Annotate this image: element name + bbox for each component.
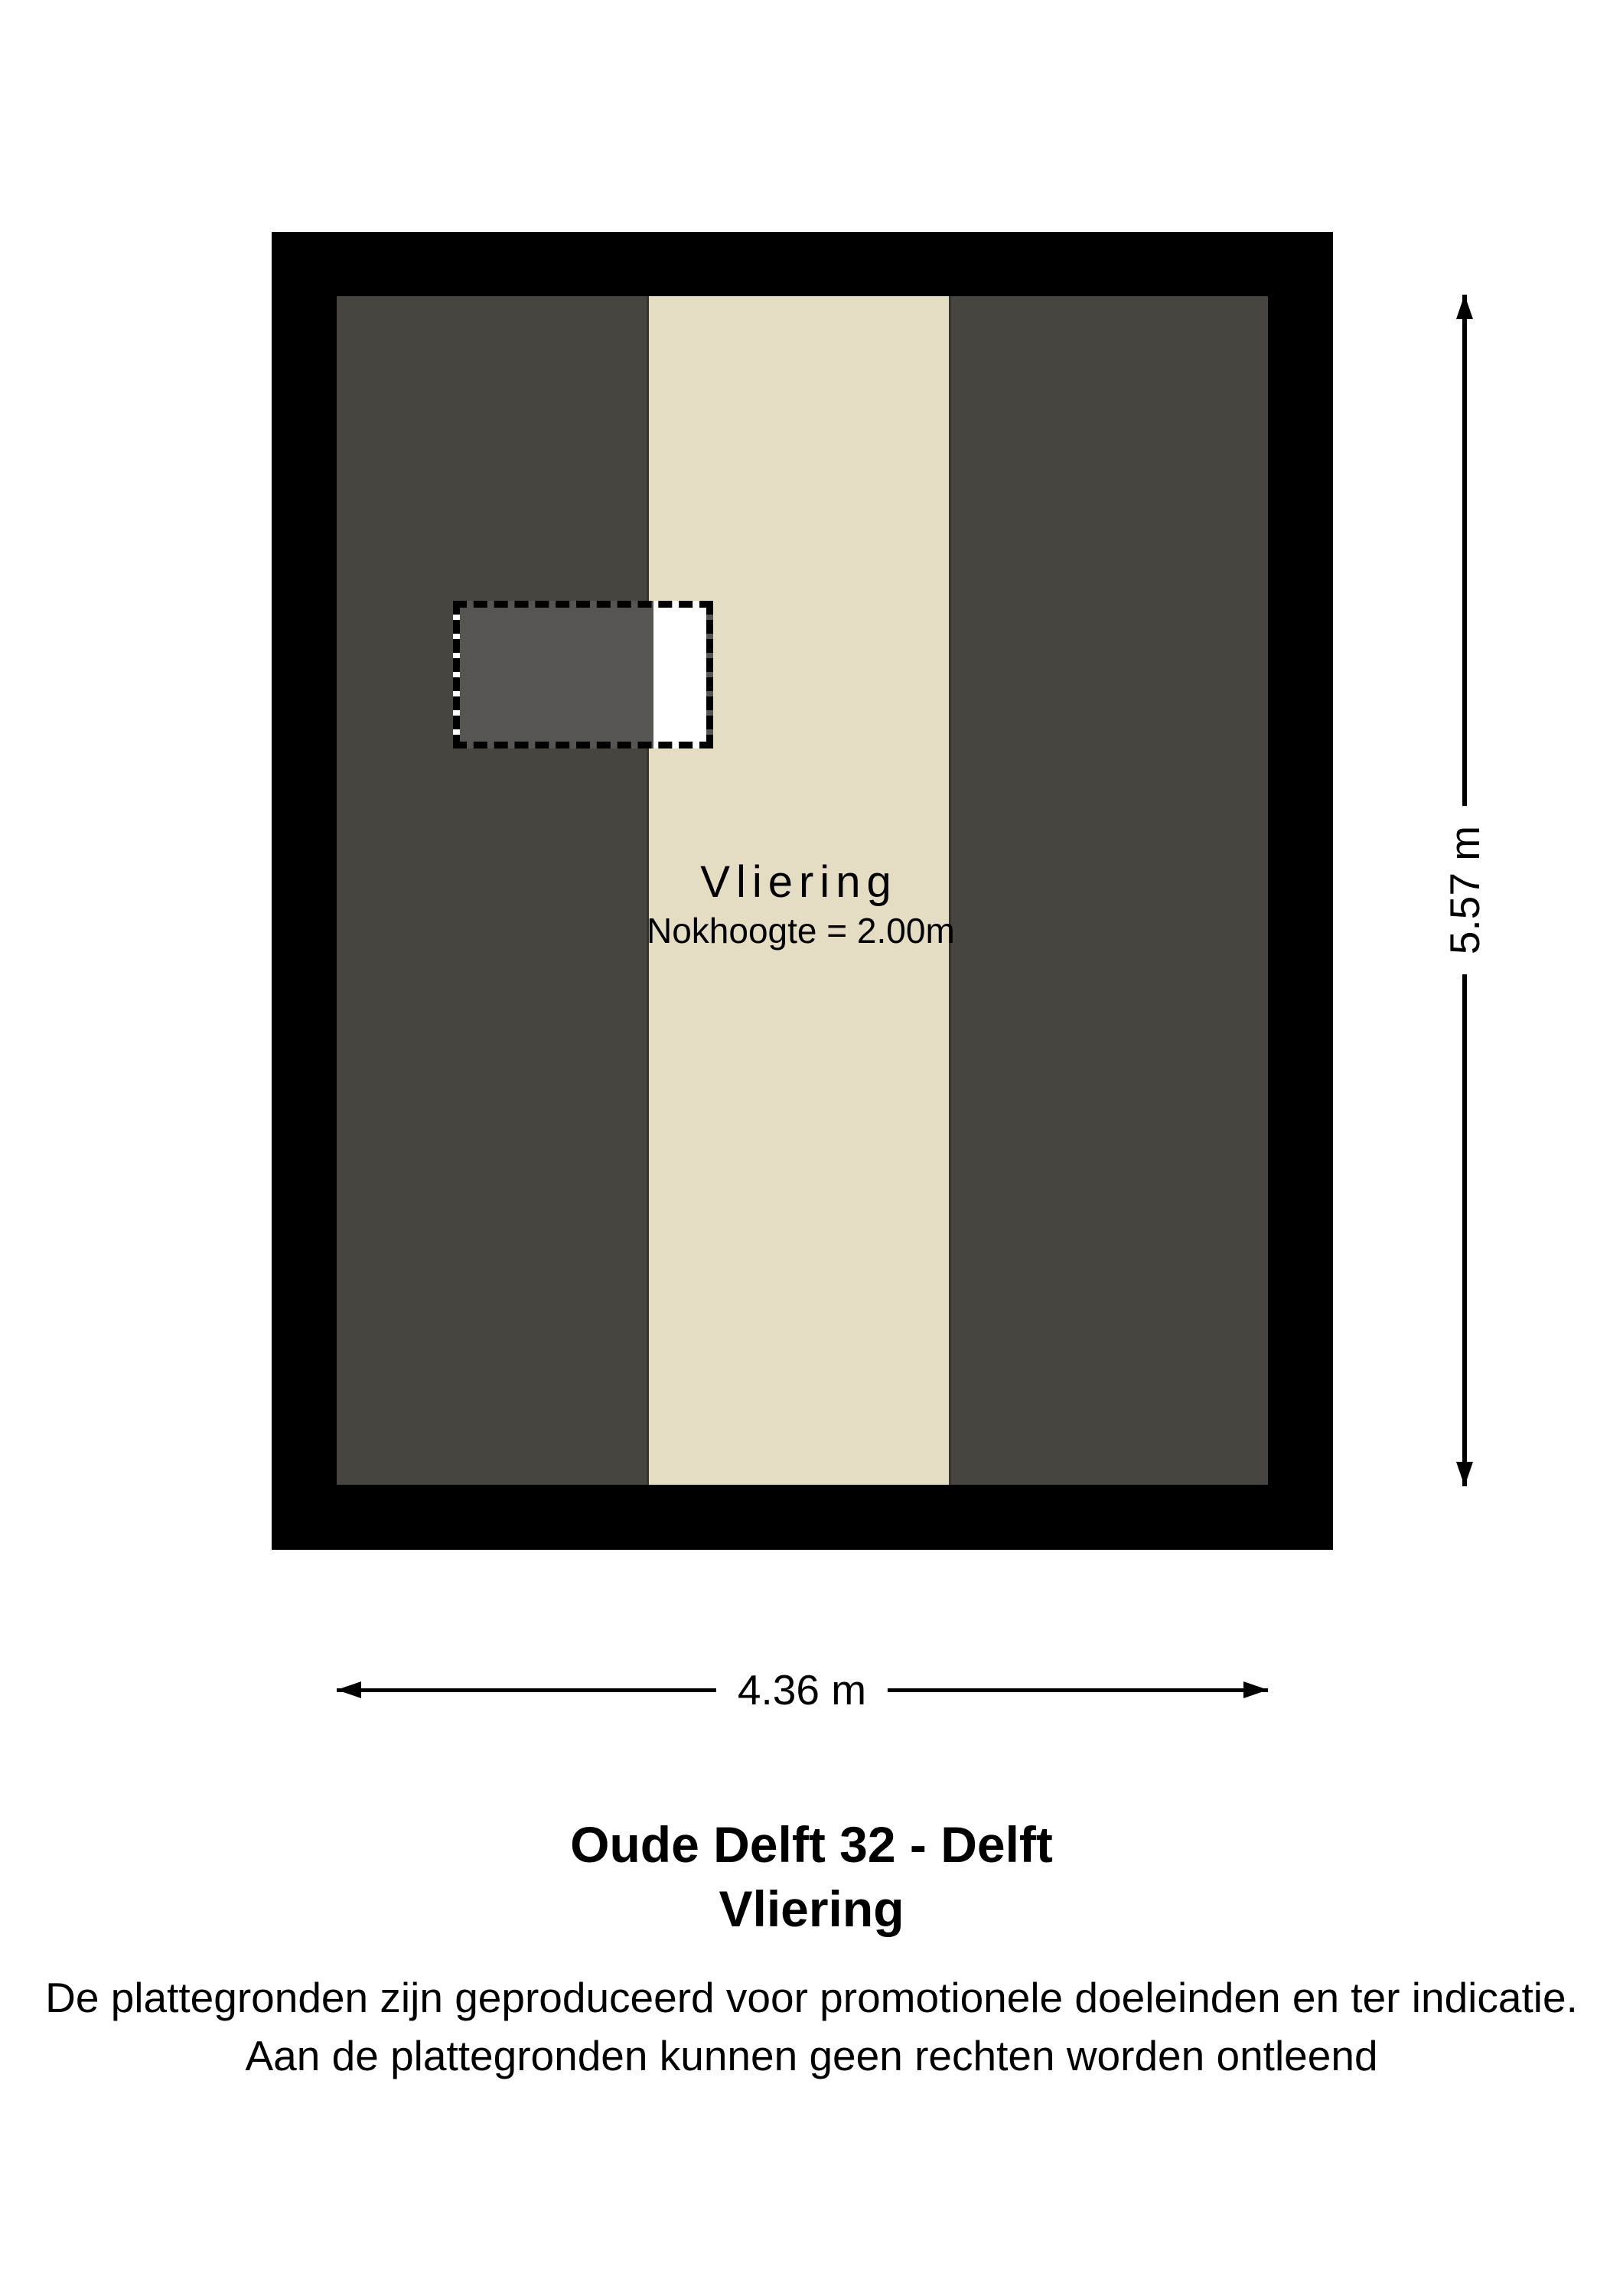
disclaimer-line-2: Aan de plattegronden kunnen geen rechten worden ontleend [245, 2032, 1378, 2079]
width-dimension-label: 4.36 m [716, 1665, 888, 1714]
room-height-note: Nokhoogte = 2.00m [647, 911, 955, 951]
plan-title-block [0, 1812, 1623, 1941]
floorplan-outer-wall [272, 232, 1333, 1550]
plan-title: Oude Delft 32 - Delft [570, 1816, 1053, 1873]
arrow-up-icon [1456, 295, 1473, 319]
arrow-left-icon [337, 1681, 361, 1698]
floor-area [337, 296, 1268, 1485]
plan-subtitle: Vliering [719, 1880, 904, 1937]
room-label-block [647, 857, 955, 954]
arrow-right-icon [1243, 1681, 1268, 1698]
arrow-down-icon [1456, 1462, 1473, 1486]
room-label: Vliering [700, 857, 898, 907]
roof-void-dashed-rect [453, 601, 713, 748]
disclaimer-line-1: De plattegronden zijn geproduceerd voor promotionele doeleinden en ter indicatie. [45, 1974, 1578, 2021]
height-dimension-label: 5.57 m [1440, 806, 1489, 974]
disclaimer-block [0, 1968, 1623, 2085]
